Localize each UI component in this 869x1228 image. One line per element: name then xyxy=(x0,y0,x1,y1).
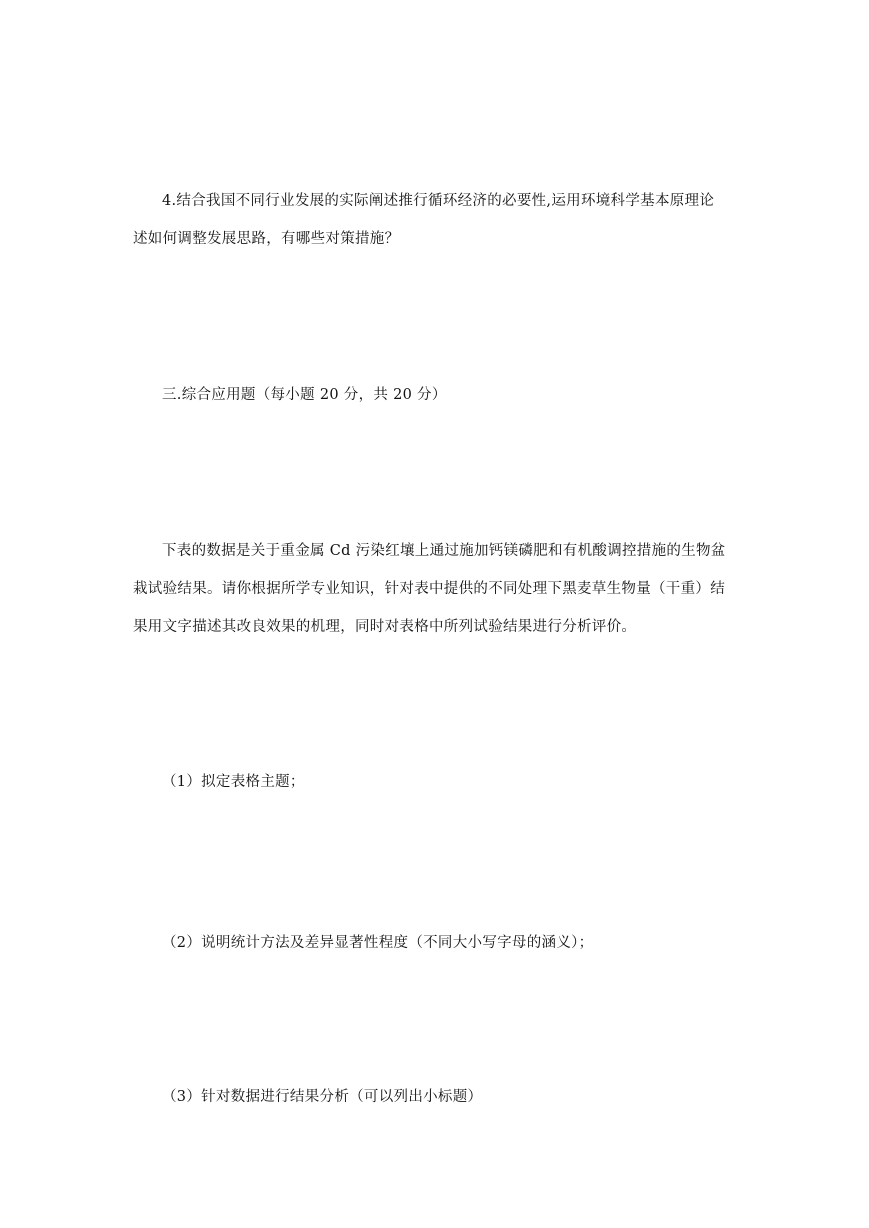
question-4-line-2: 述如何调整发展思路，有哪些对策措施？ xyxy=(133,231,400,247)
section-3-heading xyxy=(133,376,743,414)
subquestion-1-text: （1）拟定表格主题； xyxy=(162,774,305,790)
subquestion-2 xyxy=(133,924,743,962)
intro-line-1: 下表的数据是关于重金属 Cd 污染红壤上通过施加钙镁磷肥和有机酸调控措施的生物盆 xyxy=(162,543,726,559)
question-4 xyxy=(133,182,743,258)
intro-paragraph xyxy=(133,532,743,646)
intro-line-3: 果用文字描述其改良效果的机理，同时对表格中所列试验结果进行分析评价。 xyxy=(133,619,637,635)
subquestion-3-text: （3）针对数据进行结果分析（可以列出小标题） xyxy=(162,1089,483,1105)
subquestion-3 xyxy=(133,1078,743,1116)
intro-line-2: 栽试验结果。请你根据所学专业知识，针对表中提供的不同处理下黑麦草生物量（干重）结 xyxy=(133,581,725,597)
section-3-heading-text: 三.综合应用题（每小题 20 分，共 20 分） xyxy=(162,387,447,403)
subquestion-2-text: （2）说明统计方法及差异显著性程度（不同大小写字母的涵义）； xyxy=(162,935,594,951)
question-4-line-1: 4.结合我国不同行业发展的实际阐述推行循环经济的必要性,运用环境科学基本原理论 xyxy=(162,193,715,209)
subquestion-1 xyxy=(133,763,743,801)
